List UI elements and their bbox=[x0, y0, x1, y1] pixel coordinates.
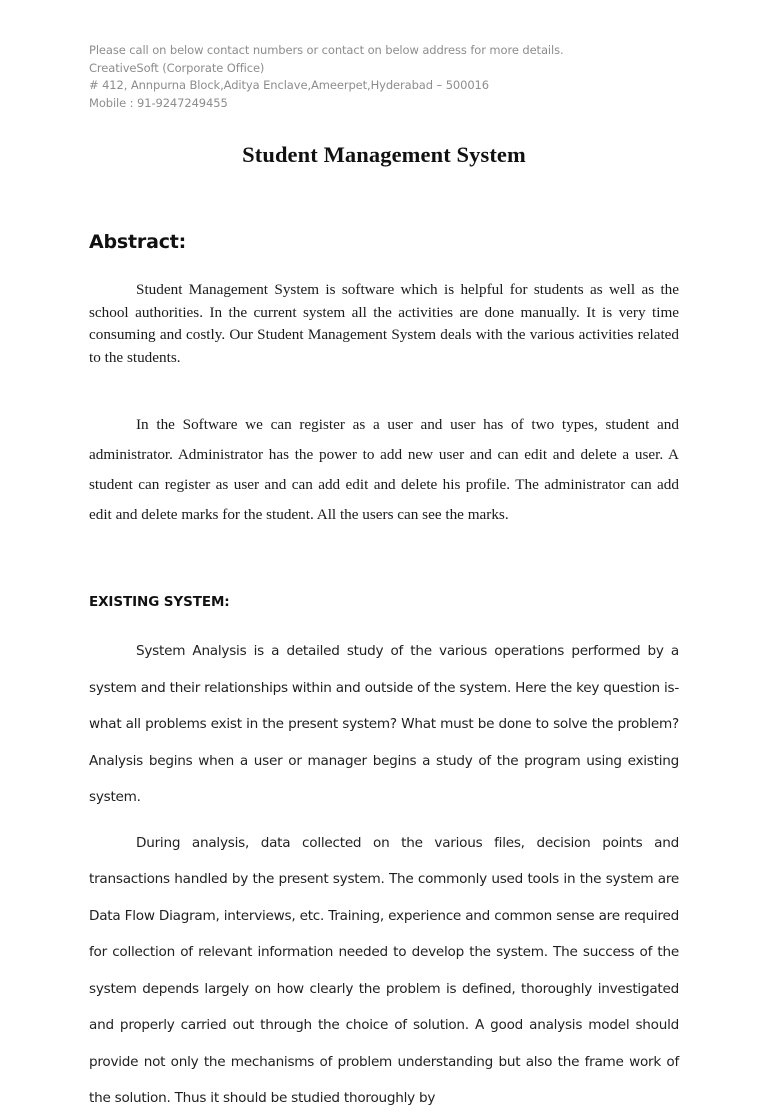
abstract-paragraph-2: In the Software we can register as a user and user has of two types, student and administrator. Administrator has the power to add new user and can edit and delete a user. A student can register as user and can add edit and delete his profile. The administrator can add edit and delete marks for the student. All the users can see the marks. bbox=[89, 416, 679, 524]
contact-line-company: CreativeSoft (Corporate Office) bbox=[89, 60, 265, 75]
document-content-column bbox=[89, 42, 679, 1117]
section-heading-abstract: Abstract: bbox=[89, 231, 187, 254]
contact-header-block bbox=[89, 42, 679, 112]
contact-line-instruction: Please call on below contact numbers or contact on below address for more details. bbox=[89, 43, 564, 57]
document-title: Student Management System bbox=[242, 142, 526, 168]
section-heading-existing-system: EXISTING SYSTEM: bbox=[89, 594, 230, 611]
abstract-paragraph-1: Student Management System is software which is helpful for students as well as the school authorities. In the current system all the activities are done manually. It is very time consuming and costly. Our Student Management System deals with the various activities related to the students. bbox=[89, 281, 679, 366]
existing-system-paragraph-2: During analysis, data collected on the various files, decision points and transactions handled by the present system. The commonly used tools in the system are Data Flow Diagram, interviews, etc. Training, experience and common sense are required for collection of relevant information needed to develop the system. The success of the system depends largely on how clearly the problem is defined, thoroughly investigated and properly carried out through the choice of solution. A good analysis model should provide not only the mechanisms of problem understanding but also the frame work of the solution. Thus it should be studied thoroughly by bbox=[89, 834, 679, 1107]
existing-system-paragraph-1: System Analysis is a detailed study of the various operations performed by a system and their relationships within and outside of the system. Here the key question is- what all problems exist in the present system? What must be done to solve the problem? Analysis begins when a user or manager begins a study of the program using existing system. bbox=[89, 643, 680, 806]
contact-line-address: # 412, Annpurna Block,Aditya Enclave,Ameerpet,Hyderabad – 500016 bbox=[89, 78, 489, 93]
contact-line-mobile: Mobile : 91-9247249455 bbox=[89, 95, 228, 110]
